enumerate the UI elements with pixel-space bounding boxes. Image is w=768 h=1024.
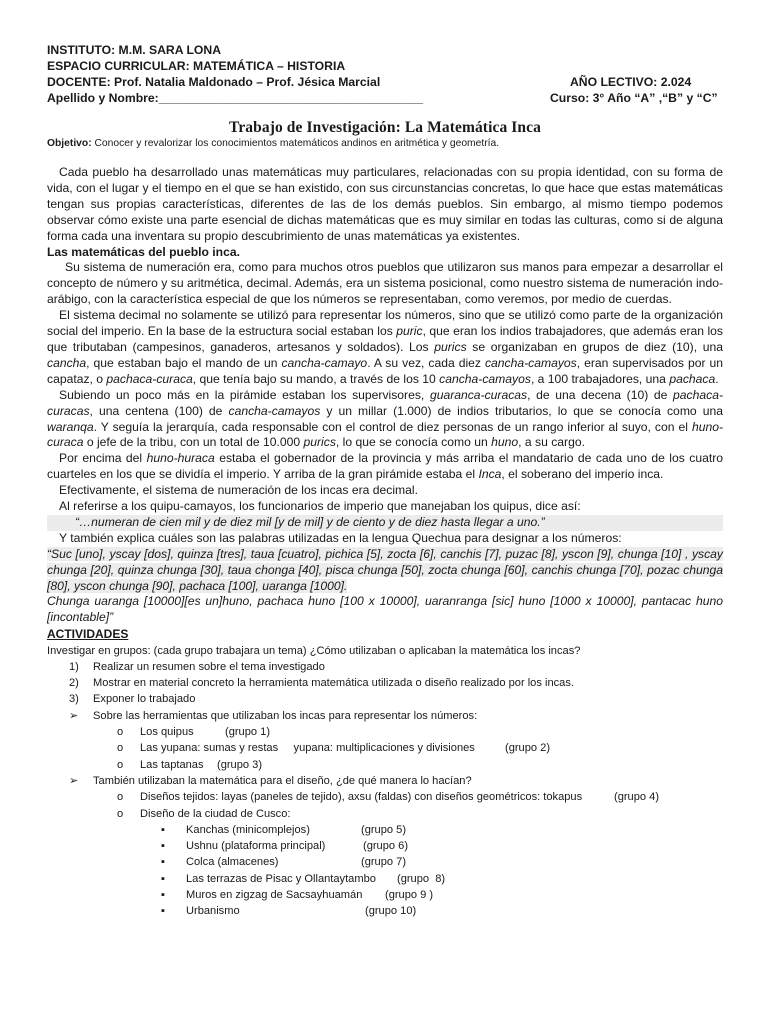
cusco-item: ▪ Las terrazas de Pisac y Ollantaytambo (grupo 8) bbox=[47, 871, 723, 887]
header-course: Curso: 3° Año “A” ,“B” y “C” bbox=[550, 91, 718, 105]
header-name-line: Apellido y Nombre:_______________________________________ bbox=[47, 91, 424, 105]
step-item: 2) Mostrar en material concreto la herramienta matemática utilizada o diseño realizado por los incas. bbox=[69, 677, 574, 690]
cusco-item: ▪ Colca (almacenes) (grupo 7) bbox=[47, 854, 723, 870]
header-teachers: DOCENTE: Prof. Natalia Maldonado – Prof. Jésica Marcial bbox=[47, 75, 381, 89]
intro-paragraph: Cada pueblo ha desarrollado unas matemáticas muy particulares, relacionadas con su propia identidad, con su forma de vida, con el lugar y el tiempo en el que se han existido, con sus circunstancias concretas, lo que hace que estas matemáticas tengan sus propias características, diferentes de las de los demás pueblos. Sin embargo, al mismo tiempo podemos observar cómo existe una parte esencial de dichas matemáticas que es muy similar en todas las culturas, como si de alguna forma cada una inventara su propio descubrimiento de unas matemáticas ya existentes. bbox=[47, 165, 723, 243]
square-icon: ▪ bbox=[161, 889, 165, 902]
cusco-item: ▪ Ushnu (plataforma principal) (grupo 6) bbox=[47, 838, 723, 854]
cusco-item: ▪ Urbanismo (grupo 10) bbox=[47, 903, 723, 919]
document-title: Trabajo de Investigación: La Matemática Inca bbox=[229, 119, 541, 136]
activities-title: ACTIVIDADES bbox=[47, 627, 129, 642]
objective-text: Conocer y revalorizar los conocimientos matemáticos andinos en aritmética y geometría. bbox=[91, 138, 500, 149]
activities-section bbox=[47, 626, 723, 919]
square-icon: ▪ bbox=[161, 823, 165, 836]
tool-item: o Las taptanas (grupo 3) bbox=[47, 757, 723, 773]
header-institute: INSTITUTO: M.M. SARA LONA bbox=[47, 43, 221, 57]
arrow-icon: ➢ bbox=[69, 774, 79, 787]
section-title: Las matemáticas del pueblo inca. bbox=[47, 244, 240, 259]
circle-icon: o bbox=[117, 742, 124, 755]
paragraph-2: El sistema decimal no solamente se utilizó para representar los números, sino que se utilizó como parte de la organización social del imperio. En la base de la estructura social estaban los puric, que eran los indios trabajadores, que además eran los que tributaban (campesinos, ganaderos, artesanos y soldados). Los purics se organizaban en grupos de diez (10), una cancha, que estaban bajo el mando de un cancha-camayo. A su vez, cada diez cancha-camayos, eran supervisados por un capataz, o pachaca-curaca, que tenía bajo su mando, a través de los 10 cancha-camayos, a 100 trabajadores, una pachaca. bbox=[47, 308, 724, 386]
paragraph-6: Al referirse a los quipu-camayos, los funcionarios de imperio que manejaban los quipus, dice así: bbox=[59, 499, 581, 514]
objective-label: Objetivo: bbox=[47, 138, 92, 149]
tool-item: o Los quipus (grupo 1) bbox=[47, 724, 723, 740]
cusco-item: ▪ Muros en zigzag de Sacsayhuamán (grupo 9 ) bbox=[47, 887, 723, 903]
document-page bbox=[47, 42, 723, 920]
circle-icon: o bbox=[117, 726, 124, 739]
paragraph-4: Por encima del huno-huraca estaba el gobernador de la provincia y más arriba el mandatario de cada uno de los cuatro cuarteles en los que se dividía el imperio. Y arriba de la gran pirámide estaba el Inca, el soberano del imperio inca. bbox=[47, 451, 723, 482]
circle-icon: o bbox=[117, 758, 124, 771]
numbers-list-2: Chunga uaranga [10000][es un]huno, pachaca huno [100 x 10000], uaranranga [sic] huno [1000 x 10000], pantacac huno [incontable]” bbox=[47, 594, 723, 625]
numbers-list bbox=[47, 547, 723, 595]
design-item: o Diseños tejidos: layas (paneles de tejido), axsu (faldas) con diseños geométricos: tokapus (grupo 4) bbox=[47, 789, 723, 805]
header-teachers-row bbox=[47, 74, 723, 90]
paragraph-3: Subiendo un poco más en la pirámide estaban los supervisores, guaranca-curacas, de una decena (10) de pachaca-curacas, una centena (100) de cancha-camayos y un millar (1.000) de indios tributarios, lo que se conocía como una waranqa. Y seguía la jerarquía, cada responsable con el control de diez personas de un rango inferior al suyo, con el huno-curaca o jefe de la tribu, con un total de 10.000 purics, lo que se conocía como un huno, a su cargo. bbox=[47, 387, 723, 450]
bullet-design: ➢ También utilizaban la matemática para el diseño, ¿de qué manera lo hacían? bbox=[47, 773, 723, 789]
paragraph-7: Y también explica cuáles son las palabras utilizadas en la lengua Quechua para designar a los números: bbox=[59, 530, 622, 545]
paragraph-1: Su sistema de numeración era, como para muchos otros pueblos que utilizaron sus manos para empezar a desarrollar el concepto de número y su aritmética, decimal. Además, era un sistema posicional, como nuestro sistema de numeración indo-arábigo, con la característica especial de que los números se representaban, como veremos, por medio de cuerdas. bbox=[47, 260, 723, 307]
square-icon: ▪ bbox=[161, 840, 165, 853]
circle-icon: o bbox=[117, 791, 124, 804]
header-name-row bbox=[47, 90, 723, 106]
paragraph-5: Efectivamente, el sistema de numeración de los incas era decimal. bbox=[59, 483, 418, 498]
bullet-tools: ➢ Sobre las herramientas que utilizaban los incas para representar los números: bbox=[47, 708, 723, 724]
quote: “…numeran de cien mil y de diez mil [y de mil] y de ciento y de diez hasta llegar a uno.” bbox=[47, 515, 723, 531]
header-subject: ESPACIO CURRICULAR: MATEMÁTICA – HISTORIA bbox=[47, 59, 346, 73]
step-item: 3) Exponer lo trabajado bbox=[69, 693, 196, 706]
step-item: 1) Realizar un resumen sobre el tema investigado bbox=[69, 660, 325, 673]
header-year: AÑO LECTIVO: 2.024 bbox=[570, 75, 692, 89]
square-icon: ▪ bbox=[161, 905, 165, 918]
arrow-icon: ➢ bbox=[69, 709, 79, 722]
cusco-item: ▪ Kanchas (minicomplejos) (grupo 5) bbox=[47, 822, 723, 838]
numbers-part-1: “Suc [uno], yscay [dos], quinza [tres], taua [cuatro], pichica [5], zocta [6], canchis [7], puzac [8], yscon [9], chunga [10] , yscay chunga [20], quinza chunga [30], taua chonga [40], pisca chunga [50], zocta chunga [60], canchis chunga [70], pozac chunga [80], yscon chunga [90], pachaca [100], uaranga [1000]. bbox=[47, 546, 723, 593]
circle-icon: o bbox=[117, 807, 124, 820]
objective bbox=[47, 137, 723, 151]
square-icon: ▪ bbox=[161, 872, 165, 885]
tool-item: o Las yupana: sumas y restas yupana: multiplicaciones y divisiones (grupo 2) bbox=[47, 740, 723, 756]
activities-intro: Investigar en grupos: (cada grupo trabajara un tema) ¿Cómo utilizaban o aplicaban la matemática los incas? bbox=[47, 644, 581, 657]
design-item: o Diseño de la ciudad de Cusco: bbox=[47, 806, 723, 822]
square-icon: ▪ bbox=[161, 856, 165, 869]
document-body bbox=[47, 165, 723, 626]
